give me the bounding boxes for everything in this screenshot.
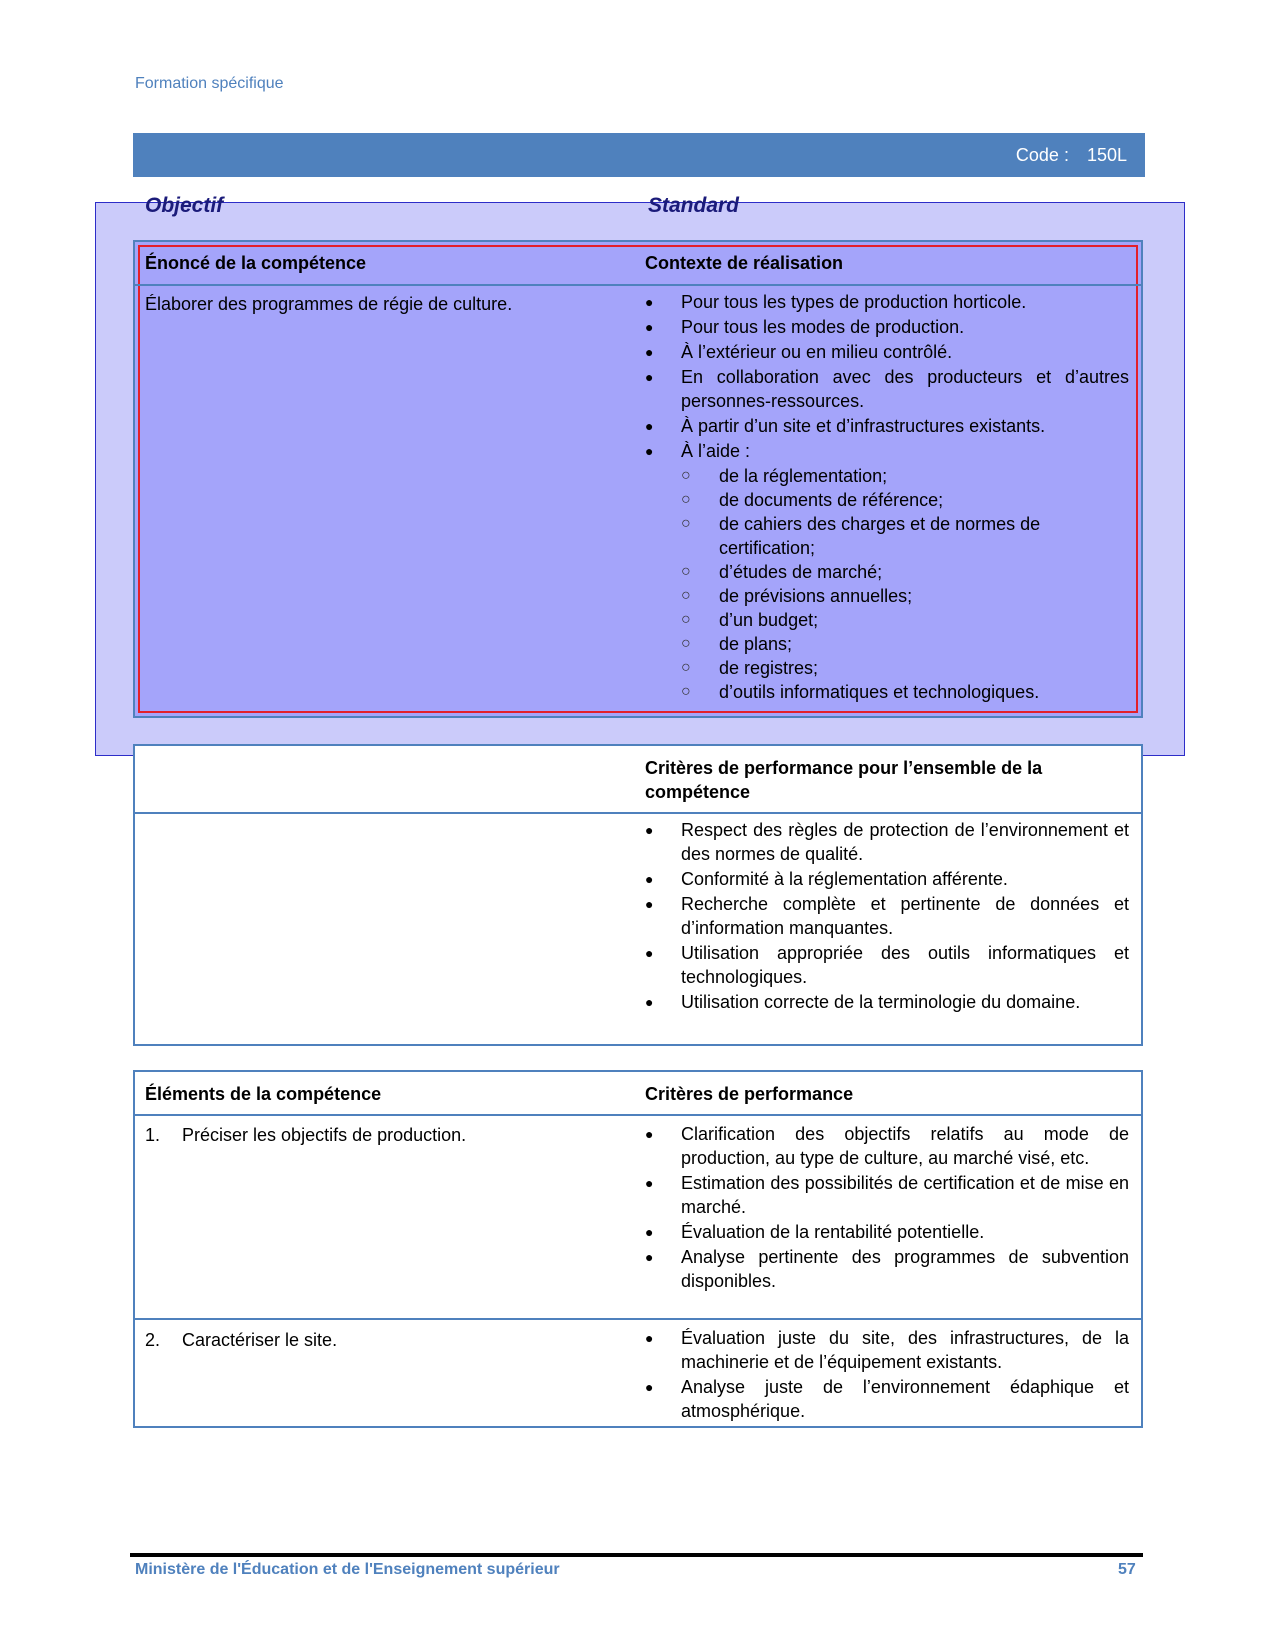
context-list [645,290,1129,463]
code-value: 150L [1086,145,1127,165]
element-number: 2. [145,1330,161,1350]
competence-table [133,240,1143,718]
section-header: Formation spécifique [135,75,284,92]
element-1-criteria [645,1122,1129,1293]
list-item: ● À l’aide : [645,441,751,461]
criteria-head: Critères de performance [645,1084,854,1104]
footer-rule [130,1553,1143,1557]
list-item: ○ d’un budget; [681,610,819,630]
list-item: ● Évaluation juste du site, des infrastructures, de la machinerie et de l’équipement existants. [645,1328,1129,1372]
elements-table [133,1070,1143,1428]
code-label-group [1016,145,1127,166]
competence-statement-head: Énoncé de la compétence [145,253,367,273]
list-item: ● Utilisation correcte de la terminologie du domaine. [645,992,1081,1012]
competence-statement: Élaborer des programmes de régie de culture. [145,294,513,314]
list-item: ● Évaluation de la rentabilité potentielle. [645,1222,985,1242]
list-item: ● Estimation des possibilités de certification et de mise en marché. [645,1173,1129,1217]
list-item: ○ de registres; [681,658,819,678]
code-bar [133,133,1145,177]
list-item: ● Recherche complète et pertinente de données et d’information manquantes. [645,894,1129,938]
element-2 [145,1328,337,1352]
list-item: ○ de cahiers des charges et de normes de certification; [681,514,1041,558]
list-item: ○ de plans; [681,634,793,654]
aids-list [681,464,1129,704]
element-label: Préciser les objectifs de production. [182,1125,467,1145]
list-item: ● À partir d’un site et d’infrastructures existants. [645,416,1046,436]
list-item: ● Analyse juste de l’environnement édaphique et atmosphérique. [645,1377,1129,1421]
overall-criteria-head: Critères de performance pour l’ensemble de la compétence [645,758,1043,802]
code-label: Code : [1015,145,1069,165]
list-item: ○ de la réglementation; [681,466,888,486]
overall-criteria-list [645,818,1129,1014]
list-item: ● À l’extérieur ou en milieu contrôlé. [645,342,953,362]
element-label: Caractériser le site. [182,1330,338,1350]
element-number: 1. [145,1125,161,1145]
list-item: ● Conformité à la réglementation afférente. [645,869,1008,889]
element-2-criteria-wrap [645,1326,1129,1424]
elements-head: Éléments de la compétence [145,1084,382,1104]
footer-ministry: Ministère de l'Éducation et de l'Enseignement supérieur [135,1561,560,1578]
row-separator [135,812,1141,814]
overall-criteria-wrap [645,818,1129,1015]
list-item: ● Pour tous les types de production horticole. [645,292,1027,312]
element-2-criteria [645,1326,1129,1423]
objective-heading: Objectif [145,194,224,217]
overall-criteria-table [133,744,1143,1046]
list-item: ● Utilisation appropriée des outils informatiques et technologiques. [645,943,1129,987]
list-item: ● En collaboration avec des producteurs et d’autres personnes-ressources. [645,367,1129,411]
list-item: ● Pour tous les modes de production. [645,317,965,337]
element-1-criteria-wrap [645,1122,1129,1294]
row-separator [135,1114,1141,1116]
element-1 [145,1123,466,1147]
list-item: ● Clarification des objectifs relatifs au mode de production, au type de culture, au marché visé, etc. [645,1124,1129,1168]
standard-heading: Standard [648,194,740,217]
row-separator [135,284,1141,286]
list-item: ○ de prévisions annuelles; [681,586,913,606]
list-item: ○ d’études de marché; [681,562,883,582]
list-item: ○ d’outils informatiques et technologiques. [681,682,1040,702]
list-item: ● Respect des règles de protection de l’environnement et des normes de qualité. [645,820,1129,864]
page-number: 57 [1118,1561,1136,1578]
list-item: ● Analyse pertinente des programmes de subvention disponibles. [645,1247,1129,1291]
context-list-wrap [645,290,1129,704]
context-head: Contexte de réalisation [645,253,844,273]
list-item: ○ de documents de référence; [681,490,944,510]
row-separator [135,1318,1141,1320]
